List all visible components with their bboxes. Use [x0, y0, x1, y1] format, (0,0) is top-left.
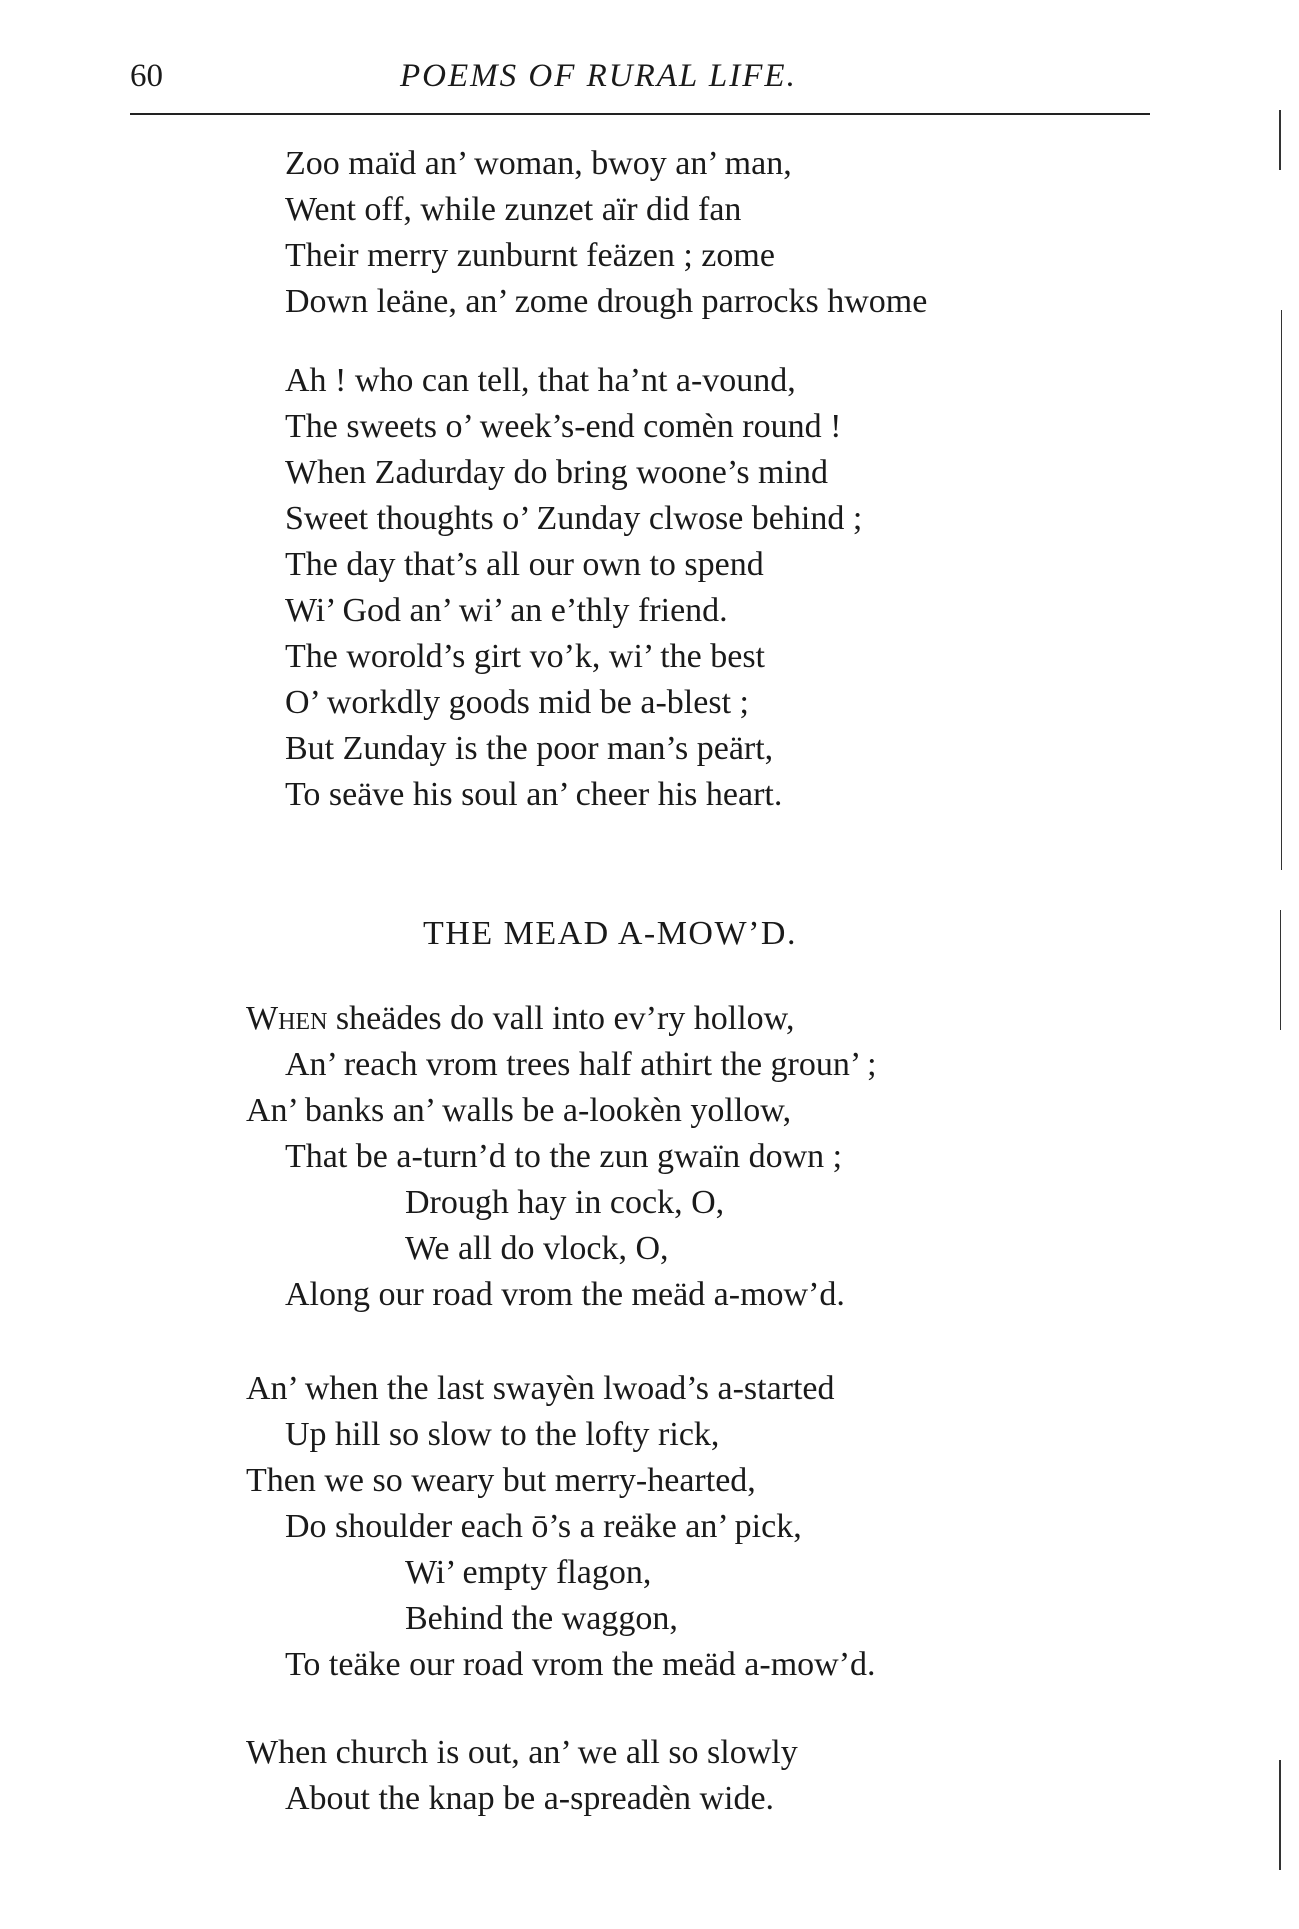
stanza-1	[0, 141, 927, 325]
verse-line: The worold’s girt vo’k, wi’ the best	[285, 638, 766, 675]
verse-line: About the knap be a-spreadèn wide.	[285, 1780, 775, 1817]
verse-line: Then we so weary but merry-hearted,	[246, 1462, 756, 1499]
verse-line: O’ workdly goods mid be a-blest ;	[285, 684, 749, 721]
refrain-line: Wi’ empty flagon,	[405, 1554, 652, 1591]
drop-word: When	[246, 1000, 328, 1037]
poem-stanza-3	[0, 1730, 798, 1822]
verse-line: Along our road vrom the meäd a-mow’d.	[285, 1276, 845, 1313]
first-line-rest: sheädes do vall into ev’ry hollow,	[327, 1000, 795, 1037]
verse-line: Their merry zunburnt feäzen ; zome	[285, 237, 775, 274]
verse-line: Went off, while zunzet aïr did fan	[285, 191, 742, 228]
poem-stanza-1	[0, 996, 877, 1318]
stanza-2	[0, 358, 862, 818]
edge-mark	[1280, 910, 1281, 1030]
verse-line: But Zunday is the poor man’s peärt,	[285, 730, 774, 767]
poem-title: THE MEAD A-MOW’D.	[423, 915, 797, 952]
verse-line: To teäke our road vrom the meäd a-mow’d.	[285, 1646, 876, 1683]
verse-line: Up hill so slow to the lofty rick,	[285, 1416, 720, 1453]
refrain-line: We all do vlock, O,	[405, 1230, 669, 1267]
verse-line-first	[0, 996, 877, 1042]
verse-line: Do shoulder each ō’s a reäke an’ pick,	[285, 1508, 802, 1545]
verse-line: Down leäne, an’ zome drough parrocks hwome	[285, 283, 928, 320]
edge-mark	[1281, 310, 1282, 870]
poem-stanza-2	[0, 1366, 876, 1688]
edge-mark	[1279, 1760, 1281, 1870]
verse-line: Wi’ God an’ wi’ an e’thly friend.	[285, 592, 728, 629]
edge-mark	[1279, 110, 1281, 170]
page-number: 60	[130, 58, 163, 94]
running-title: POEMS OF RURAL LIFE.	[400, 58, 797, 94]
verse-line: The sweets o’ week’s-end comèn round !	[285, 408, 842, 445]
verse-line: When church is out, an’ we all so slowly	[246, 1734, 798, 1771]
verse-line: An’ reach vrom trees half athirt the groun’ ;	[285, 1046, 877, 1083]
header-rule	[130, 113, 1150, 115]
verse-line: An’ banks an’ walls be a-lookèn yollow,	[246, 1092, 792, 1129]
verse-line: The day that’s all our own to spend	[285, 546, 764, 583]
verse-line: When Zadurday do bring woone’s mind	[285, 454, 828, 491]
verse-line: Zoo maïd an’ woman, bwoy an’ man,	[285, 145, 792, 182]
verse-line: To seäve his soul an’ cheer his heart.	[285, 776, 783, 813]
refrain-line: Behind the waggon,	[405, 1600, 678, 1637]
refrain-line: Drough hay in cock, O,	[405, 1184, 725, 1221]
verse-line: Sweet thoughts o’ Zunday clwose behind ;	[285, 500, 863, 537]
page-edge-marks	[1269, 0, 1299, 1929]
verse-line: Ah ! who can tell, that ha’nt a-vound,	[285, 362, 796, 399]
verse-line: An’ when the last swayèn lwoad’s a-started	[246, 1370, 835, 1407]
page-header	[130, 58, 1150, 108]
verse-line: That be a-turn’d to the zun gwaïn down ;	[285, 1138, 843, 1175]
